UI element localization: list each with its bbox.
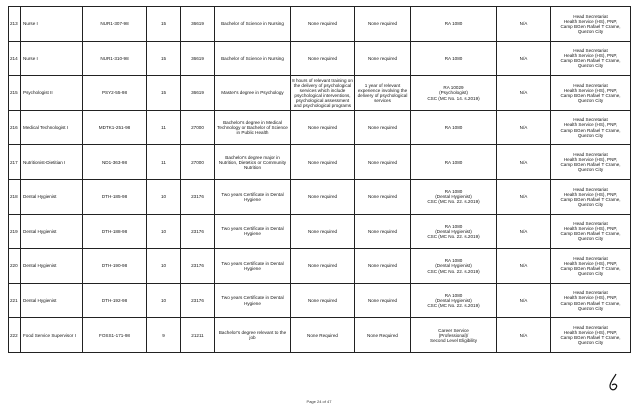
- position-title-cell: [21, 76, 83, 111]
- monthly-salary-cell: [181, 76, 215, 111]
- salary-grade-cell: [147, 283, 181, 318]
- place-of-assignment-line: Head Secretariat: [573, 13, 608, 19]
- plantilla-item-no: PSY2-55-98: [101, 90, 128, 96]
- competency: N/A: [519, 228, 528, 234]
- table-row: [9, 318, 631, 353]
- competency-cell: [497, 179, 551, 214]
- place-of-assignment-line: Camp BGen Rafael T Crame,: [560, 58, 621, 64]
- training-requirement-cell: [291, 41, 355, 76]
- place-of-assignment-line: Quezon City: [577, 236, 604, 242]
- position-title-cell: [21, 110, 83, 145]
- education-requirement: Master's degree in Psychology: [221, 90, 284, 96]
- place-of-assignment-line: Quezon City: [577, 305, 604, 311]
- row-number-cell: [9, 318, 21, 353]
- position-title-cell: [21, 214, 83, 249]
- row-number: 216: [10, 125, 18, 131]
- monthly-salary-cell: [181, 318, 215, 353]
- training-requirement: None required: [307, 298, 338, 303]
- monthly-salary-cell: [181, 7, 215, 42]
- place-of-assignment-line: Head Secretariat: [573, 151, 608, 157]
- training-requirement: None required: [307, 125, 338, 131]
- place-of-assignment-cell: [551, 110, 631, 145]
- place-of-assignment-line: Health Service (HS), PNP,: [563, 330, 618, 336]
- competency: N/A: [519, 125, 528, 131]
- eligibility-requirement-cell: [411, 283, 497, 318]
- experience-requirement-cell: [355, 110, 411, 145]
- row-number: 220: [10, 263, 18, 269]
- place-of-assignment-line: Quezon City: [577, 271, 604, 277]
- experience-requirement: None required: [367, 298, 398, 303]
- experience-requirement: None required: [367, 228, 398, 234]
- plantilla-item-no: ND1-363-98: [101, 159, 128, 165]
- training-requirement-cell: [291, 76, 355, 111]
- position-title-cell: [21, 7, 83, 42]
- salary-grade-cell: [147, 214, 181, 249]
- position-title-cell: [21, 41, 83, 76]
- experience-requirement: None required: [367, 55, 398, 61]
- row-number: 218: [10, 194, 18, 200]
- salary-grade-cell: [147, 179, 181, 214]
- plantilla-item-no-cell: [83, 283, 147, 318]
- training-requirement-cell: [291, 179, 355, 214]
- education-requirement-cell: [215, 76, 291, 111]
- competency: N/A: [519, 332, 528, 338]
- eligibility-requirement-cell: [411, 179, 497, 214]
- training-requirement: None required: [307, 159, 338, 165]
- experience-requirement-cell: [355, 318, 411, 353]
- place-of-assignment-cell: [551, 7, 631, 42]
- plantilla-item-no-cell: [83, 7, 147, 42]
- position-title-cell: [21, 179, 83, 214]
- row-number-cell: [9, 214, 21, 249]
- eligibility-requirement-cell: [411, 110, 497, 145]
- place-of-assignment-line: Health Service (HS), PNP,: [563, 226, 618, 232]
- salary-grade: 10: [160, 228, 167, 234]
- table-body: [9, 7, 631, 353]
- training-requirement: None required: [307, 194, 338, 200]
- training-requirement: None required: [307, 55, 338, 61]
- plantilla-item-no-cell: [83, 145, 147, 180]
- place-of-assignment-cell: [551, 145, 631, 180]
- salary-grade: 11: [161, 125, 166, 131]
- education-requirement: Bachelor's degree major in Nutrition, Dietetics or Community Nutrition: [218, 154, 287, 170]
- eligibility-requirement-line: Career Service: [438, 327, 469, 333]
- eligibility-requirement-line: CSC (MC No. 22. s.2019): [427, 303, 480, 309]
- plantilla-item-no: NUR1-307-98: [100, 21, 129, 27]
- position-title: Nurse I: [23, 55, 38, 61]
- place-of-assignment-line: Camp BGen Rafael T Crame,: [560, 300, 621, 306]
- competency-cell: [497, 249, 551, 284]
- plantilla-item-no-cell: [83, 76, 147, 111]
- place-of-assignment-line: Camp BGen Rafael T Crame,: [560, 265, 621, 271]
- place-of-assignment-line: Head Secretariat: [573, 82, 608, 88]
- competency-cell: [497, 7, 551, 42]
- place-of-assignment-line: Head Secretariat: [573, 117, 608, 123]
- competency-cell: [497, 283, 551, 318]
- plantilla-item-no: DTH-185-98: [101, 194, 128, 200]
- place-of-assignment-cell: [551, 249, 631, 284]
- salary-grade: 10: [160, 298, 167, 303]
- monthly-salary: 27000: [191, 159, 204, 165]
- eligibility-requirement-line: RA 1080: [444, 292, 463, 298]
- eligibility-requirement-line: RA 1080: [444, 258, 463, 264]
- competency-cell: [497, 214, 551, 249]
- row-number-cell: [9, 110, 21, 145]
- monthly-salary-cell: [181, 41, 215, 76]
- plantilla-item-no: DTH-190-98: [101, 263, 128, 269]
- table-row: [9, 41, 631, 76]
- place-of-assignment-line: Health Service (HS), PNP,: [563, 53, 618, 59]
- eligibility-requirement-cell: [411, 145, 497, 180]
- monthly-salary-cell: [181, 110, 215, 145]
- monthly-salary: 23176: [191, 263, 204, 269]
- competency: N/A: [519, 298, 528, 303]
- place-of-assignment-line: Health Service (HS), PNP,: [563, 295, 618, 301]
- place-of-assignment-line: Health Service (HS), PNP,: [563, 260, 618, 266]
- place-of-assignment-line: Health Service (HS), PNP,: [563, 87, 618, 93]
- monthly-salary: 27000: [191, 125, 204, 131]
- eligibility-requirement-cell: [411, 7, 497, 42]
- row-number: 214: [10, 55, 18, 61]
- row-number-cell: [9, 145, 21, 180]
- competency: N/A: [519, 90, 528, 96]
- place-of-assignment-cell: [551, 214, 631, 249]
- place-of-assignment-line: Health Service (HS), PNP,: [563, 157, 618, 163]
- table-row: [9, 145, 631, 180]
- education-requirement-cell: [215, 179, 291, 214]
- position-title: Dental Hygienist: [23, 263, 57, 269]
- eligibility-requirement-line: CSC (MC No. 22. s.2019): [427, 233, 480, 239]
- monthly-salary-cell: [181, 283, 215, 318]
- row-number: 219: [10, 228, 18, 234]
- training-requirement: 8 hours of relevant training on the delivery of psychological services which include psychological interventions, psychological assessment and psychological programs: [292, 77, 353, 109]
- monthly-salary: 36619: [191, 90, 204, 96]
- place-of-assignment-line: Head Secretariat: [573, 221, 608, 227]
- competency: N/A: [519, 55, 528, 61]
- experience-requirement-cell: [355, 145, 411, 180]
- salary-grade: 10: [160, 263, 167, 269]
- place-of-assignment-cell: [551, 76, 631, 111]
- salary-grade-cell: [147, 7, 181, 42]
- competency: N/A: [519, 194, 528, 200]
- education-requirement-cell: [215, 7, 291, 42]
- row-number: 222: [10, 332, 18, 338]
- training-requirement-cell: [291, 214, 355, 249]
- row-number-cell: [9, 179, 21, 214]
- experience-requirement-cell: [355, 214, 411, 249]
- place-of-assignment-line: Camp BGen Rafael T Crame,: [560, 23, 621, 29]
- eligibility-requirement-line: (Psychologist): [439, 90, 468, 96]
- experience-requirement-cell: [355, 41, 411, 76]
- plantilla-item-no-cell: [83, 41, 147, 76]
- position-title: Nutritionist-Dietitian I: [23, 159, 66, 165]
- education-requirement: Bachelor's degree in Medical Technology or Bachelor of Science in Public Health: [217, 119, 288, 136]
- experience-requirement: 1 year of relevant experience involving the delivery of psychological services: [357, 82, 408, 104]
- training-requirement: None Required: [307, 332, 338, 338]
- monthly-salary-cell: [181, 145, 215, 180]
- training-requirement: None required: [307, 21, 338, 27]
- table-row: [9, 179, 631, 214]
- salary-grade-cell: [147, 145, 181, 180]
- education-requirement-cell: [215, 110, 291, 145]
- eligibility-requirement-line: CSC (MC No. 22. s.2019): [427, 199, 480, 205]
- place-of-assignment-line: Quezon City: [577, 98, 604, 104]
- place-of-assignment-line: Camp BGen Rafael T Crame,: [560, 127, 621, 133]
- table-row: [9, 283, 631, 318]
- page-number: Page 24 of 47: [306, 399, 332, 404]
- eligibility-requirement-line: RA 1080: [444, 21, 463, 27]
- position-title: Nurse I: [23, 21, 38, 27]
- education-requirement-cell: [215, 41, 291, 76]
- place-of-assignment-line: Camp BGen Rafael T Crame,: [560, 92, 621, 98]
- competency-cell: [497, 145, 551, 180]
- experience-requirement-cell: [355, 179, 411, 214]
- training-requirement-cell: [291, 110, 355, 145]
- place-of-assignment-line: Camp BGen Rafael T Crame,: [560, 162, 621, 168]
- place-of-assignment-line: Head Secretariat: [573, 324, 608, 330]
- plantilla-item-no-cell: [83, 214, 147, 249]
- place-of-assignment-line: Camp BGen Rafael T Crame,: [560, 335, 621, 341]
- place-of-assignment-line: Head Secretariat: [573, 48, 608, 54]
- position-title: Dental Hygienist: [23, 298, 57, 303]
- eligibility-requirement-line: CSC (MC No. 22. s.2019): [427, 268, 480, 274]
- row-number-cell: [9, 7, 21, 42]
- position-title: Psychologist II: [23, 90, 53, 96]
- education-requirement: Two years Certificate in Dental Hygiene: [221, 226, 284, 237]
- plantilla-item-no: FOSS1-171-98: [99, 332, 130, 338]
- eligibility-requirement-line: RA 1080: [444, 55, 463, 61]
- row-number: 213: [10, 21, 18, 27]
- education-requirement: Two years Certificate in Dental Hygiene: [221, 191, 284, 202]
- monthly-salary-cell: [181, 214, 215, 249]
- training-requirement-cell: [291, 318, 355, 353]
- competency-cell: [497, 318, 551, 353]
- place-of-assignment-cell: [551, 41, 631, 76]
- eligibility-requirement-line: RA 1080: [444, 125, 463, 131]
- eligibility-requirement-line: RA 1080: [444, 189, 463, 195]
- monthly-salary: 23176: [191, 298, 204, 303]
- place-of-assignment-line: Health Service (HS), PNP,: [563, 191, 618, 197]
- table-row: [9, 7, 631, 42]
- education-requirement-cell: [215, 249, 291, 284]
- education-requirement: Two years Certificate in Dental Hygiene: [221, 260, 284, 271]
- place-of-assignment-line: Head Secretariat: [573, 290, 608, 296]
- eligibility-requirement-line: RA 10029: [443, 85, 464, 91]
- eligibility-requirement-line: (Dental Hygienist): [435, 263, 472, 269]
- place-of-assignment-line: Health Service (HS), PNP,: [563, 18, 618, 24]
- competency-cell: [497, 110, 551, 145]
- position-title-cell: [21, 318, 83, 353]
- table-row: [9, 249, 631, 284]
- position-title-cell: [21, 145, 83, 180]
- place-of-assignment-line: Quezon City: [577, 28, 604, 34]
- row-number: 215: [10, 90, 18, 96]
- place-of-assignment-line: Quezon City: [577, 340, 604, 346]
- place-of-assignment-line: Camp BGen Rafael T Crame,: [560, 231, 621, 237]
- eligibility-requirement-line: (Dental Hygienist): [435, 194, 472, 200]
- plantilla-item-no: NUR1-310-98: [100, 55, 129, 61]
- competency-cell: [497, 41, 551, 76]
- training-requirement-cell: [291, 7, 355, 42]
- salary-grade: 15: [160, 90, 167, 96]
- table-row: [9, 214, 631, 249]
- experience-requirement: None required: [367, 125, 398, 131]
- training-requirement-cell: [291, 249, 355, 284]
- eligibility-requirement-cell: [411, 318, 497, 353]
- competency-cell: [497, 76, 551, 111]
- education-requirement: Bachelor's degree relevant to the job: [218, 330, 287, 341]
- education-requirement-cell: [215, 214, 291, 249]
- position-title: Medical Technologist I: [23, 125, 69, 131]
- salary-grade: 15: [160, 55, 167, 61]
- monthly-salary-cell: [181, 249, 215, 284]
- monthly-salary: 21211: [191, 332, 204, 338]
- salary-grade-cell: [147, 41, 181, 76]
- eligibility-requirement-cell: [411, 76, 497, 111]
- training-requirement-cell: [291, 283, 355, 318]
- salary-grade-cell: [147, 76, 181, 111]
- row-number-cell: [9, 76, 21, 111]
- monthly-salary: 23176: [191, 228, 204, 234]
- salary-grade-cell: [147, 249, 181, 284]
- row-number: 217: [10, 159, 18, 165]
- plantilla-item-no-cell: [83, 179, 147, 214]
- vacancy-table: [8, 6, 631, 353]
- handwritten-initial: [604, 372, 622, 394]
- eligibility-requirement-cell: [411, 41, 497, 76]
- place-of-assignment-line: Quezon City: [577, 132, 604, 138]
- salary-grade: 9: [162, 332, 165, 338]
- place-of-assignment-line: Quezon City: [577, 201, 604, 207]
- eligibility-requirement-line: Second Level Eligibility: [430, 337, 477, 343]
- education-requirement: Bachelor of Science in Nursing: [221, 21, 284, 27]
- plantilla-item-no-cell: [83, 249, 147, 284]
- plantilla-item-no-cell: [83, 318, 147, 353]
- competency: N/A: [519, 159, 528, 165]
- row-number-cell: [9, 283, 21, 318]
- eligibility-requirement-line: (Dental Hygienist): [435, 298, 472, 303]
- education-requirement-cell: [215, 318, 291, 353]
- row-number-cell: [9, 41, 21, 76]
- position-title-cell: [21, 283, 83, 318]
- eligibility-requirement-line: (Professional)/: [438, 332, 469, 338]
- salary-grade: 11: [161, 159, 166, 165]
- education-requirement-cell: [215, 145, 291, 180]
- eligibility-requirement-cell: [411, 214, 497, 249]
- experience-requirement: None required: [367, 194, 398, 200]
- training-requirement-cell: [291, 145, 355, 180]
- eligibility-requirement-line: RA 1080: [444, 223, 463, 229]
- experience-requirement-cell: [355, 76, 411, 111]
- eligibility-requirement-cell: [411, 249, 497, 284]
- plantilla-item-no: MDTK1-251-98: [98, 125, 131, 131]
- experience-requirement: None required: [367, 263, 398, 269]
- salary-grade-cell: [147, 318, 181, 353]
- place-of-assignment-cell: [551, 283, 631, 318]
- monthly-salary: 23176: [191, 194, 204, 200]
- experience-requirement-cell: [355, 249, 411, 284]
- education-requirement: Bachelor of Science in Nursing: [221, 55, 284, 61]
- salary-grade: 15: [160, 21, 167, 27]
- position-title: Food Service Supervisor I: [23, 332, 76, 338]
- row-number-cell: [9, 249, 21, 284]
- position-title: Dental Hygienist: [23, 228, 57, 234]
- experience-requirement: None Required: [367, 332, 398, 338]
- plantilla-item-no: DTH-188-98: [101, 228, 128, 234]
- eligibility-requirement-line: (Dental Hygienist): [435, 228, 472, 234]
- salary-grade: 10: [160, 194, 167, 200]
- education-requirement-cell: [215, 283, 291, 318]
- monthly-salary: 36619: [191, 21, 204, 27]
- experience-requirement-cell: [355, 7, 411, 42]
- experience-requirement: None required: [367, 159, 398, 165]
- plantilla-item-no: DTH-192-98: [101, 298, 128, 303]
- place-of-assignment-line: Health Service (HS), PNP,: [563, 122, 618, 128]
- education-requirement: Two years Certificate in Dental Hygiene: [221, 295, 284, 306]
- experience-requirement: None required: [367, 21, 398, 27]
- position-title-cell: [21, 249, 83, 284]
- row-number: 221: [10, 298, 18, 303]
- place-of-assignment-line: Camp BGen Rafael T Crame,: [560, 196, 621, 202]
- place-of-assignment-line: Head Secretariat: [573, 186, 608, 192]
- plantilla-item-no-cell: [83, 110, 147, 145]
- experience-requirement-cell: [355, 283, 411, 318]
- table-row: [9, 110, 631, 145]
- table-row: [9, 76, 631, 111]
- training-requirement: None required: [307, 263, 338, 269]
- eligibility-requirement-line: RA 1080: [444, 159, 463, 165]
- position-title: Dental Hygienist: [23, 194, 57, 200]
- place-of-assignment-cell: [551, 318, 631, 353]
- training-requirement: None required: [307, 228, 338, 234]
- place-of-assignment-line: Quezon City: [577, 63, 604, 69]
- place-of-assignment-line: Head Secretariat: [573, 255, 608, 261]
- monthly-salary-cell: [181, 179, 215, 214]
- place-of-assignment-line: Quezon City: [577, 167, 604, 173]
- monthly-salary: 36619: [191, 55, 204, 61]
- eligibility-requirement-line: CSC (MC No. 14. s.2019): [427, 95, 480, 101]
- competency: N/A: [519, 263, 528, 269]
- competency: N/A: [519, 21, 528, 27]
- place-of-assignment-cell: [551, 179, 631, 214]
- salary-grade-cell: [147, 110, 181, 145]
